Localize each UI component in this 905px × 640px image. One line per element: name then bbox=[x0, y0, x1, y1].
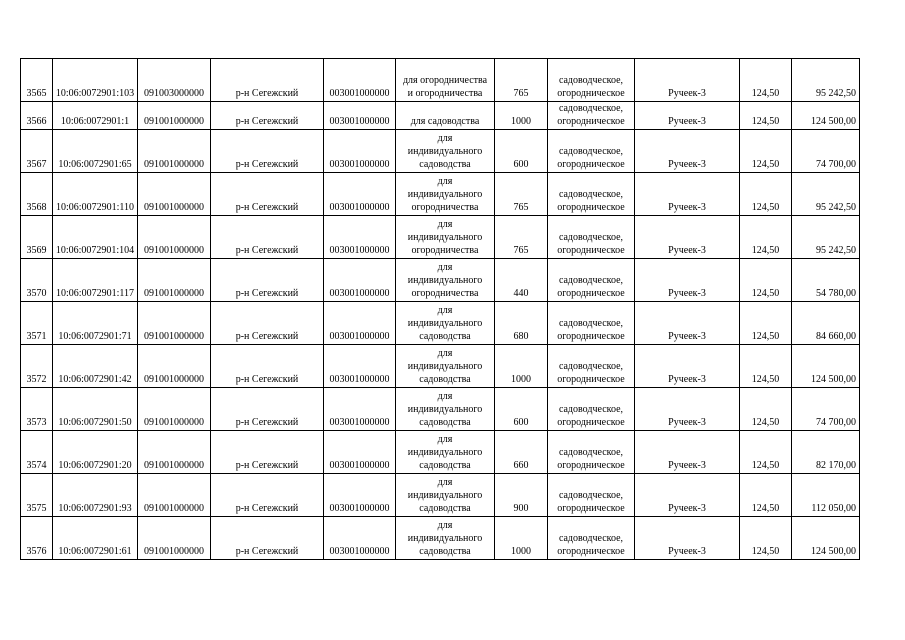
location-cell: Ручеек-3 bbox=[635, 517, 740, 560]
location-cell: Ручеек-3 bbox=[635, 130, 740, 173]
cadastral-number-cell: 10:06:0072901:104 bbox=[53, 216, 138, 259]
cadastral-value-cell: 124 500,00 bbox=[792, 517, 860, 560]
table-row bbox=[21, 431, 860, 474]
table-row bbox=[21, 102, 860, 130]
table-row bbox=[21, 474, 860, 517]
cadastral-number-cell: 10:06:0072901:42 bbox=[53, 345, 138, 388]
cadastral-number-cell: 10:06:0072901:71 bbox=[53, 302, 138, 345]
permitted-use-cell: для индивидуального садоводства bbox=[396, 517, 495, 560]
okato-code-cell: 091001000000 bbox=[138, 130, 211, 173]
oktmo-code-cell: 003001000000 bbox=[324, 474, 396, 517]
location-cell: Ручеек-3 bbox=[635, 474, 740, 517]
area-cell: 440 bbox=[495, 259, 548, 302]
okato-code-cell: 091003000000 bbox=[138, 59, 211, 102]
specific-value-cell: 124,50 bbox=[740, 345, 792, 388]
permitted-use-cell: для индивидуального садоводства bbox=[396, 345, 495, 388]
land-plots-table bbox=[20, 58, 860, 560]
land-category-cell: садоводческое, огородническое bbox=[548, 259, 635, 302]
land-category-cell: садоводческое, огородническое bbox=[548, 517, 635, 560]
land-category-cell: садоводческое, огородническое bbox=[548, 59, 635, 102]
permitted-use-cell: для индивидуального садоводства bbox=[396, 130, 495, 173]
permitted-use-cell: для индивидуального садоводства bbox=[396, 431, 495, 474]
row-number-cell: 3573 bbox=[21, 388, 53, 431]
location-cell: Ручеек-3 bbox=[635, 259, 740, 302]
cadastral-value-cell: 95 242,50 bbox=[792, 59, 860, 102]
oktmo-code-cell: 003001000000 bbox=[324, 302, 396, 345]
oktmo-code-cell: 003001000000 bbox=[324, 517, 396, 560]
district-cell: р-н Сегежский bbox=[211, 59, 324, 102]
specific-value-cell: 124,50 bbox=[740, 173, 792, 216]
cadastral-value-cell: 74 700,00 bbox=[792, 388, 860, 431]
specific-value-cell: 124,50 bbox=[740, 259, 792, 302]
cadastral-number-cell: 10:06:0072901:20 bbox=[53, 431, 138, 474]
specific-value-cell: 124,50 bbox=[740, 59, 792, 102]
district-cell: р-н Сегежский bbox=[211, 102, 324, 130]
cadastral-value-cell: 54 780,00 bbox=[792, 259, 860, 302]
row-number-cell: 3574 bbox=[21, 431, 53, 474]
location-cell: Ручеек-3 bbox=[635, 431, 740, 474]
area-cell: 765 bbox=[495, 216, 548, 259]
oktmo-code-cell: 003001000000 bbox=[324, 130, 396, 173]
table-row bbox=[21, 345, 860, 388]
specific-value-cell: 124,50 bbox=[740, 216, 792, 259]
permitted-use-cell: для огородничества и огородничества bbox=[396, 59, 495, 102]
cadastral-value-cell: 95 242,50 bbox=[792, 173, 860, 216]
okato-code-cell: 091001000000 bbox=[138, 345, 211, 388]
district-cell: р-н Сегежский bbox=[211, 259, 324, 302]
okato-code-cell: 091001000000 bbox=[138, 388, 211, 431]
oktmo-code-cell: 003001000000 bbox=[324, 388, 396, 431]
area-cell: 765 bbox=[495, 59, 548, 102]
cadastral-value-cell: 112 050,00 bbox=[792, 474, 860, 517]
district-cell: р-н Сегежский bbox=[211, 130, 324, 173]
area-cell: 660 bbox=[495, 431, 548, 474]
cadastral-value-cell: 95 242,50 bbox=[792, 216, 860, 259]
cadastral-value-cell: 84 660,00 bbox=[792, 302, 860, 345]
table-row bbox=[21, 302, 860, 345]
permitted-use-cell: для индивидуального садоводства bbox=[396, 388, 495, 431]
specific-value-cell: 124,50 bbox=[740, 102, 792, 130]
location-cell: Ручеек-3 bbox=[635, 102, 740, 130]
okato-code-cell: 091001000000 bbox=[138, 173, 211, 216]
specific-value-cell: 124,50 bbox=[740, 517, 792, 560]
land-category-cell: садоводческое, огородническое bbox=[548, 431, 635, 474]
district-cell: р-н Сегежский bbox=[211, 474, 324, 517]
okato-code-cell: 091001000000 bbox=[138, 259, 211, 302]
specific-value-cell: 124,50 bbox=[740, 474, 792, 517]
specific-value-cell: 124,50 bbox=[740, 302, 792, 345]
permitted-use-cell: для индивидуального огородничества bbox=[396, 216, 495, 259]
row-number-cell: 3566 bbox=[21, 102, 53, 130]
area-cell: 765 bbox=[495, 173, 548, 216]
land-category-cell: садоводческое, огородническое bbox=[548, 130, 635, 173]
permitted-use-cell: для индивидуального садоводства bbox=[396, 302, 495, 345]
district-cell: р-н Сегежский bbox=[211, 345, 324, 388]
table-row bbox=[21, 173, 860, 216]
permitted-use-cell: для садоводства bbox=[396, 102, 495, 130]
cadastral-number-cell: 10:06:0072901:110 bbox=[53, 173, 138, 216]
cadastral-number-cell: 10:06:0072901:117 bbox=[53, 259, 138, 302]
location-cell: Ручеек-3 bbox=[635, 173, 740, 216]
permitted-use-cell: для индивидуального садоводства bbox=[396, 474, 495, 517]
table-row bbox=[21, 517, 860, 560]
area-cell: 900 bbox=[495, 474, 548, 517]
cadastral-value-cell: 74 700,00 bbox=[792, 130, 860, 173]
oktmo-code-cell: 003001000000 bbox=[324, 173, 396, 216]
district-cell: р-н Сегежский bbox=[211, 517, 324, 560]
row-number-cell: 3568 bbox=[21, 173, 53, 216]
okato-code-cell: 091001000000 bbox=[138, 517, 211, 560]
table-row bbox=[21, 216, 860, 259]
okato-code-cell: 091001000000 bbox=[138, 431, 211, 474]
row-number-cell: 3572 bbox=[21, 345, 53, 388]
land-category-cell: садоводческое, огородническое bbox=[548, 216, 635, 259]
permitted-use-cell: для индивидуального огородничества bbox=[396, 259, 495, 302]
oktmo-code-cell: 003001000000 bbox=[324, 259, 396, 302]
area-cell: 680 bbox=[495, 302, 548, 345]
cadastral-value-cell: 124 500,00 bbox=[792, 102, 860, 130]
row-number-cell: 3570 bbox=[21, 259, 53, 302]
land-category-cell: садоводческое, огородническое bbox=[548, 345, 635, 388]
location-cell: Ручеек-3 bbox=[635, 388, 740, 431]
table-row bbox=[21, 259, 860, 302]
district-cell: р-н Сегежский bbox=[211, 173, 324, 216]
location-cell: Ручеек-3 bbox=[635, 216, 740, 259]
area-cell: 600 bbox=[495, 130, 548, 173]
location-cell: Ручеек-3 bbox=[635, 302, 740, 345]
district-cell: р-н Сегежский bbox=[211, 431, 324, 474]
table-body bbox=[21, 59, 860, 560]
okato-code-cell: 091001000000 bbox=[138, 474, 211, 517]
permitted-use-cell: для индивидуального огородничества bbox=[396, 173, 495, 216]
area-cell: 1000 bbox=[495, 345, 548, 388]
oktmo-code-cell: 003001000000 bbox=[324, 59, 396, 102]
land-category-cell: садоводческое, огородническое bbox=[548, 102, 635, 130]
cadastral-number-cell: 10:06:0072901:50 bbox=[53, 388, 138, 431]
cadastral-value-cell: 82 170,00 bbox=[792, 431, 860, 474]
oktmo-code-cell: 003001000000 bbox=[324, 431, 396, 474]
specific-value-cell: 124,50 bbox=[740, 388, 792, 431]
district-cell: р-н Сегежский bbox=[211, 216, 324, 259]
land-category-cell: садоводческое, огородническое bbox=[548, 474, 635, 517]
cadastral-number-cell: 10:06:0072901:93 bbox=[53, 474, 138, 517]
okato-code-cell: 091001000000 bbox=[138, 216, 211, 259]
area-cell: 600 bbox=[495, 388, 548, 431]
table-row bbox=[21, 388, 860, 431]
row-number-cell: 3567 bbox=[21, 130, 53, 173]
district-cell: р-н Сегежский bbox=[211, 302, 324, 345]
oktmo-code-cell: 003001000000 bbox=[324, 345, 396, 388]
location-cell: Ручеек-3 bbox=[635, 345, 740, 388]
row-number-cell: 3576 bbox=[21, 517, 53, 560]
cadastral-number-cell: 10:06:0072901:1 bbox=[53, 102, 138, 130]
district-cell: р-н Сегежский bbox=[211, 388, 324, 431]
row-number-cell: 3575 bbox=[21, 474, 53, 517]
oktmo-code-cell: 003001000000 bbox=[324, 102, 396, 130]
table-row bbox=[21, 130, 860, 173]
area-cell: 1000 bbox=[495, 517, 548, 560]
cadastral-value-cell: 124 500,00 bbox=[792, 345, 860, 388]
specific-value-cell: 124,50 bbox=[740, 130, 792, 173]
row-number-cell: 3569 bbox=[21, 216, 53, 259]
cadastral-number-cell: 10:06:0072901:65 bbox=[53, 130, 138, 173]
row-number-cell: 3565 bbox=[21, 59, 53, 102]
oktmo-code-cell: 003001000000 bbox=[324, 216, 396, 259]
location-cell: Ручеек-3 bbox=[635, 59, 740, 102]
table-row bbox=[21, 59, 860, 102]
cadastral-number-cell: 10:06:0072901:61 bbox=[53, 517, 138, 560]
specific-value-cell: 124,50 bbox=[740, 431, 792, 474]
land-category-cell: садоводческое, огородническое bbox=[548, 302, 635, 345]
okato-code-cell: 091001000000 bbox=[138, 102, 211, 130]
okato-code-cell: 091001000000 bbox=[138, 302, 211, 345]
area-cell: 1000 bbox=[495, 102, 548, 130]
cadastral-number-cell: 10:06:0072901:103 bbox=[53, 59, 138, 102]
land-category-cell: садоводческое, огородническое bbox=[548, 173, 635, 216]
land-category-cell: садоводческое, огородническое bbox=[548, 388, 635, 431]
row-number-cell: 3571 bbox=[21, 302, 53, 345]
